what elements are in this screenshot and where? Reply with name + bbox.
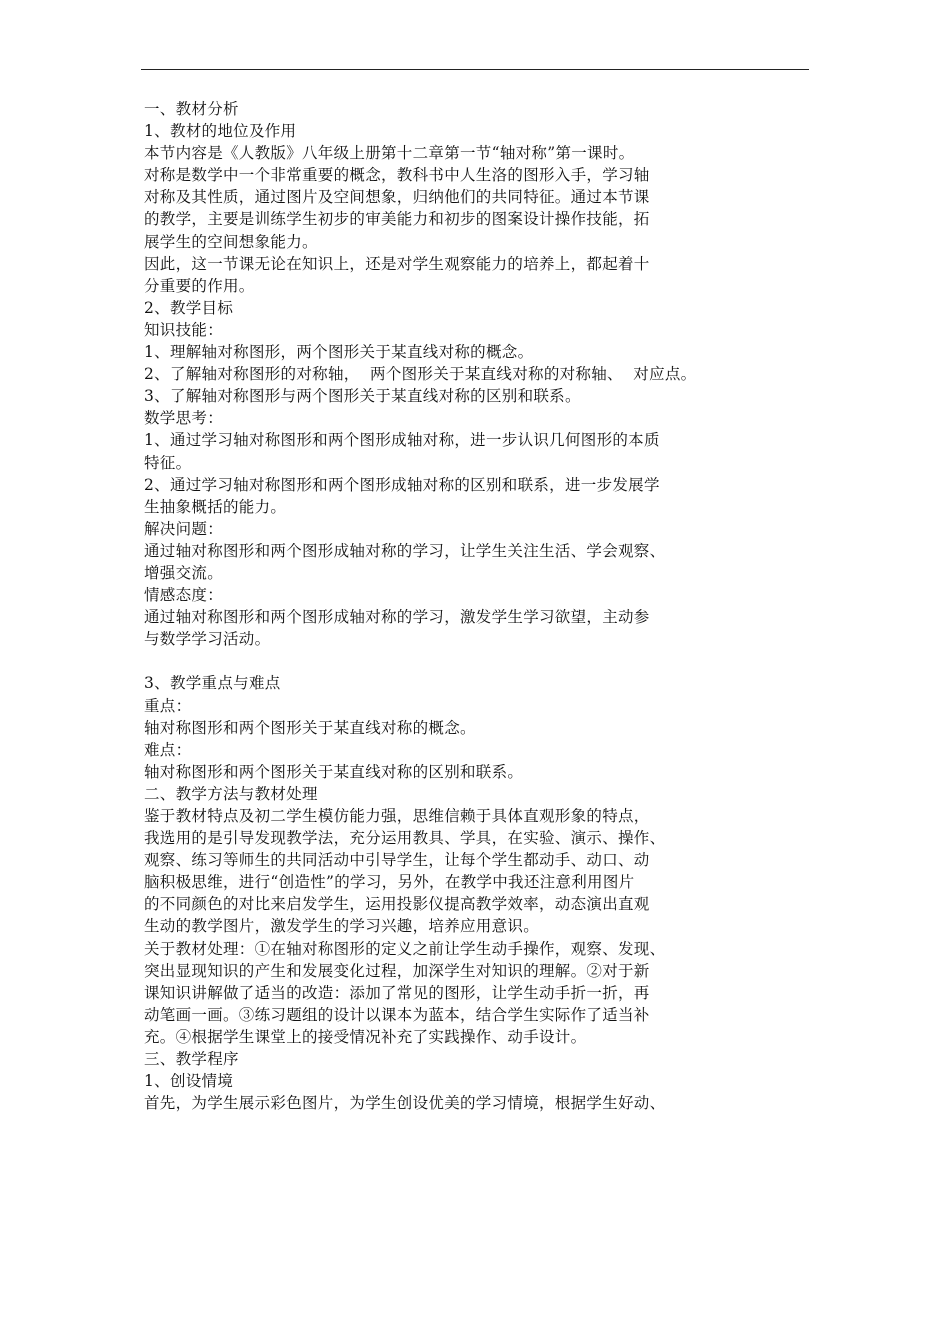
text-line: 3、了解轴对称图形与两个图形关于某直线对称的区别和联系。 — [144, 387, 581, 406]
text-line: 生抽象概括的能力。 — [144, 497, 287, 516]
text-line: 轴对称图形和两个图形关于某直线对称的区别和联系。 — [144, 762, 524, 781]
text-line: 1、通过学习轴对称图形和两个图形成轴对称，进一步认识几何图形的本质 — [144, 431, 660, 450]
text-line: 首先，为学生展示彩色图片，为学生创设优美的学习情境，根据学生好动、 — [144, 1094, 666, 1113]
document-body — [144, 98, 824, 1114]
text-line: 轴对称图形和两个图形关于某直线对称的概念。 — [144, 718, 476, 737]
text-line: 对称是数学中一个非常重要的概念，教科书中人生洛的图形入手，学习轴 — [144, 166, 650, 185]
text-line: 鉴于教材特点及初二学生模仿能力强，思维信赖于具体直观形象的特点， — [144, 807, 650, 825]
text-line: 增强交流。 — [144, 563, 224, 582]
text-line: 重点： — [144, 696, 192, 715]
text-line: 的教学，主要是训练学生初步的审美能力和初步的图案设计操作技能，拓 — [144, 210, 650, 229]
text-line: 通过轴对称图形和两个图形成轴对称的学习，激发学生学习欲望，主动参 — [144, 608, 650, 627]
text-line: 课知识讲解做了适当的改造：添加了常见的图形，让学生动手折一折，再 — [144, 983, 650, 1002]
text-line: 特征。 — [144, 453, 192, 472]
text-line: 分重要的作用。 — [144, 276, 255, 295]
text-line: 一、教材分析 — [144, 100, 239, 118]
text-line: 2、通过学习轴对称图形和两个图形成轴对称的区别和联系，进一步发展学 — [144, 475, 660, 494]
text-line: 本节内容是《人教版》八年级上册第十二章第一节“轴对称”第一课时。 — [144, 144, 635, 163]
text-line: 二、教学方法与教材处理 — [144, 784, 318, 803]
text-line: 对称及其性质，通过图片及空间想象，归纳他们的共同特征。通过本节课 — [144, 188, 650, 207]
text-line: 充。④根据学生课堂上的接受情况补充了实践操作、动手设计。 — [144, 1027, 587, 1046]
text-line: 数学思考： — [144, 409, 224, 428]
header-rule — [141, 69, 809, 70]
text-line: 观察、练习等师生的共同活动中引导学生，让每个学生都动手、动口、动 — [144, 851, 650, 870]
text-line: 突出显现知识的产生和发展变化过程，加深学生对知识的理解。②对于新 — [144, 961, 650, 980]
text-line: 与数学学习活动。 — [144, 630, 271, 649]
text-line: 脑积极思维，进行“创造性”的学习，另外，在教学中我还注意利用图片 — [144, 873, 635, 892]
text-line: 1、教材的地位及作用 — [144, 122, 297, 141]
text-line: 关于教材处理：①在轴对称图形的定义之前让学生动手操作，观察、发现、 — [144, 939, 666, 958]
text-line: 三、教学程序 — [144, 1050, 239, 1069]
text-line: 2、教学目标 — [144, 298, 234, 317]
text-line: 通过轴对称图形和两个图形成轴对称的学习，让学生关注生活、学会观察、 — [144, 541, 666, 560]
text-line: 知识技能： — [144, 320, 224, 339]
text-line: 3、教学重点与难点 — [144, 674, 281, 693]
text-line: 1、创设情境 — [144, 1072, 234, 1091]
text-line: 的不同颜色的对比来启发学生，运用投影仪提高教学效率，动态演出直观 — [144, 895, 650, 914]
text-line: 我选用的是引导发现教学法，充分运用教具、学具，在实验、演示、操作、 — [144, 829, 666, 848]
text-line: 动笔画一画。③练习题组的设计以课本为蓝本，结合学生实际作了适当补 — [144, 1005, 650, 1024]
text-line: 因此，这一节课无论在知识上，还是对学生观察能力的培养上，都起着十 — [144, 254, 650, 273]
text-line: 生动的教学图片，激发学生的学习兴趣，培养应用意识。 — [144, 917, 540, 936]
text-line: 难点： — [144, 740, 192, 759]
blank-line — [144, 650, 824, 672]
text-line: 情感态度： — [144, 586, 224, 605]
text-line: 解决问题： — [144, 519, 224, 538]
text-line: 2、了解轴对称图形的对称轴， 两个图形关于某直线对称的对称轴、 对应点。 — [144, 365, 697, 384]
text-line: 展学生的空间想象能力。 — [144, 232, 318, 251]
text-line: 1、理解轴对称图形，两个图形关于某直线对称的概念。 — [144, 343, 534, 362]
